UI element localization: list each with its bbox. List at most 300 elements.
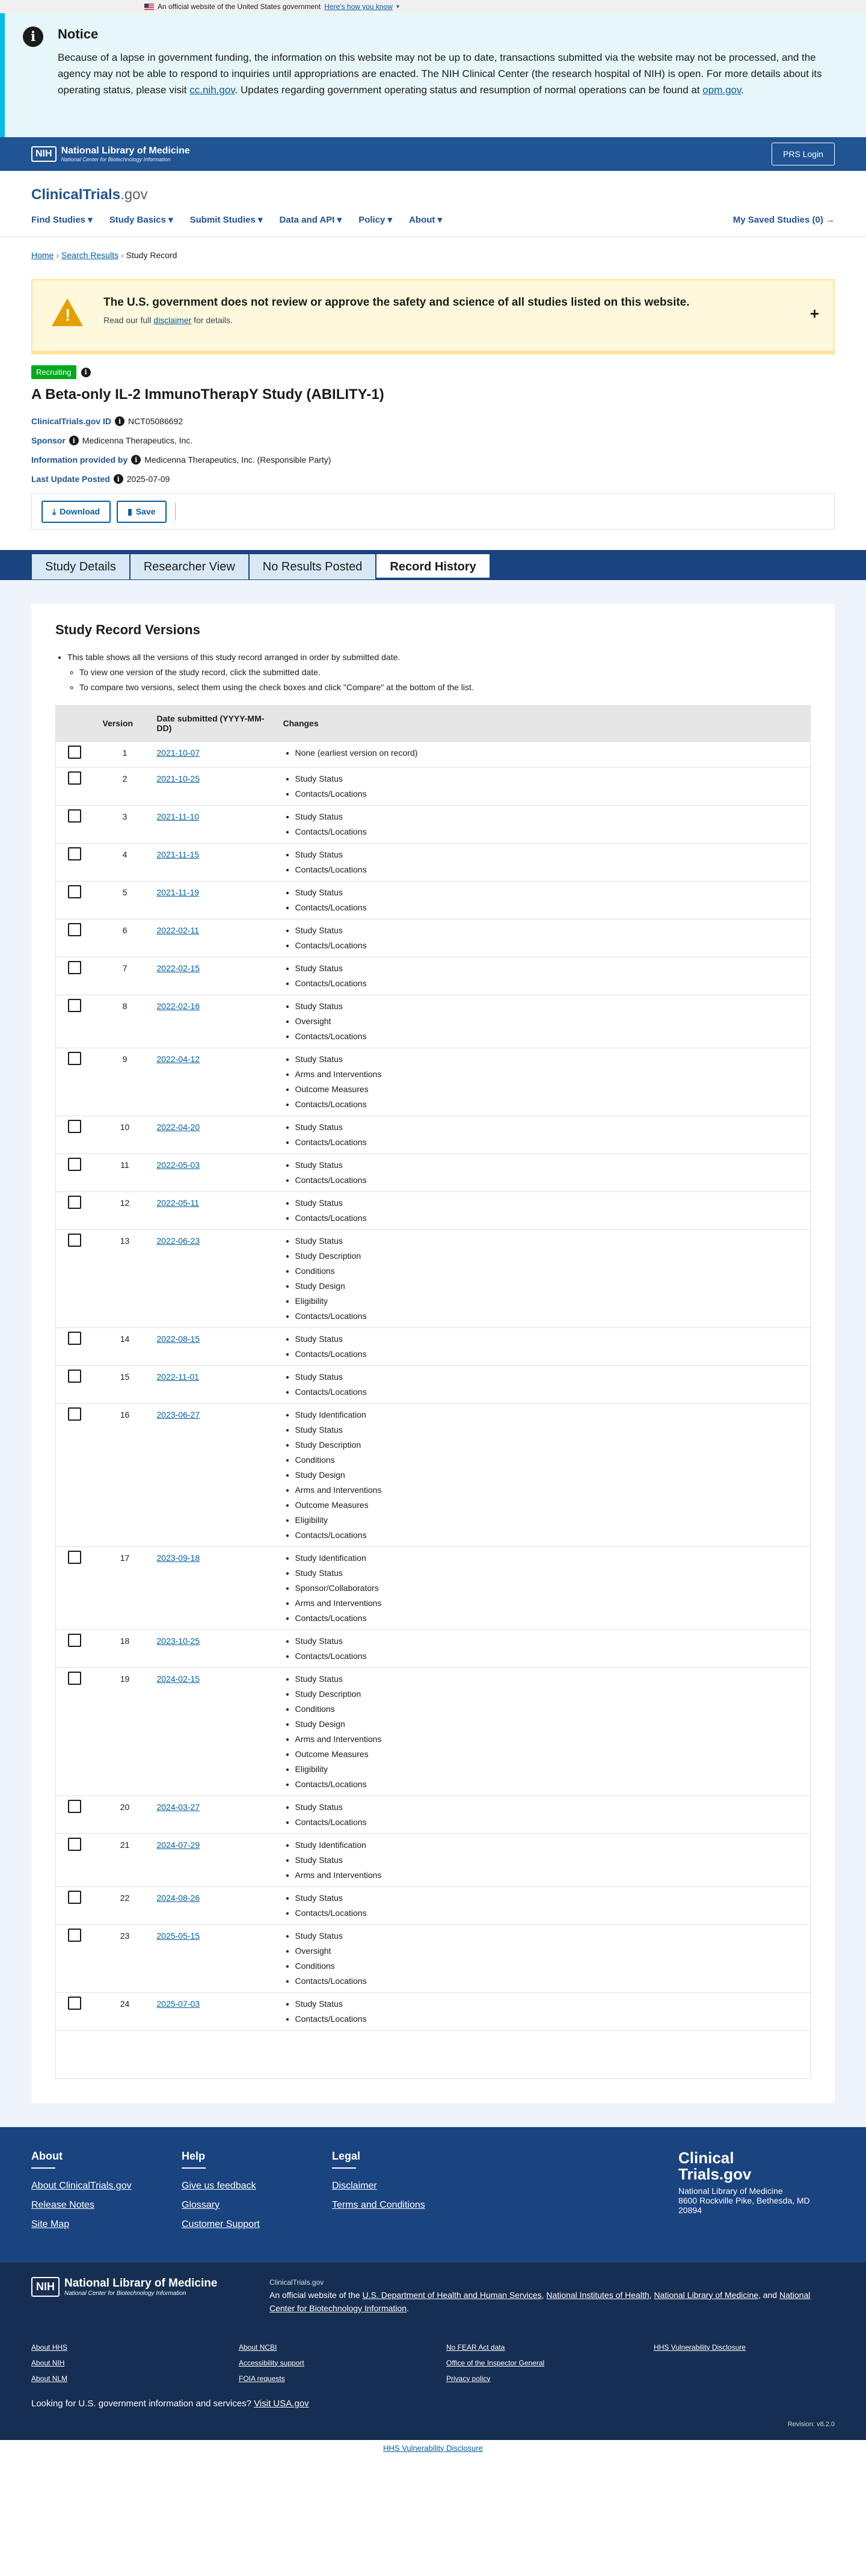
changes-list xyxy=(295,1634,806,1664)
bookmark-icon: ▮ xyxy=(127,506,132,516)
change-item: • Study Status xyxy=(295,1853,806,1868)
table-row xyxy=(56,1229,811,1327)
change-item: • Eligibility xyxy=(295,1762,806,1777)
changes-list xyxy=(295,1929,806,1989)
change-item: • Conditions xyxy=(295,1453,806,1468)
table-row xyxy=(56,957,811,995)
compare-checkbox[interactable] xyxy=(68,999,81,1012)
change-item: • Arms and Interventions xyxy=(295,1732,806,1747)
change-item: • Contacts/Locations xyxy=(295,900,806,915)
warning-icon: ! xyxy=(52,298,83,326)
version-date-link[interactable]: 2022-11-01 xyxy=(156,1371,200,1382)
change-item: • Study Status xyxy=(295,809,806,824)
compare-checkbox[interactable] xyxy=(68,1634,81,1647)
version-date-link[interactable]: 2022-05-11 xyxy=(156,1197,200,1208)
footer-link[interactable]: HHS Vulnerability Disclosure xyxy=(654,2343,746,2352)
table-row xyxy=(56,1992,811,2030)
tab-study-details[interactable]: Study Details xyxy=(31,554,130,580)
study-title: A Beta-only IL-2 ImmunoTherapY Study (ABILITY-1) xyxy=(31,386,384,403)
change-item: • None (earliest version on record) xyxy=(295,746,806,761)
toolbar-divider xyxy=(175,502,176,520)
changes-list xyxy=(295,999,806,1044)
footer-link[interactable]: About NIH xyxy=(31,2358,65,2367)
version-date-link[interactable]: 2022-02-16 xyxy=(156,1001,200,1011)
version-number: 3 xyxy=(98,805,152,843)
version-date-link[interactable]: 2022-06-23 xyxy=(156,1235,200,1246)
version-number: 19 xyxy=(98,1667,152,1796)
table-row xyxy=(56,1629,811,1667)
table-row xyxy=(56,1886,811,1924)
change-item: • Study Status xyxy=(295,847,806,862)
change-item: • Conditions xyxy=(295,1959,806,1974)
version-number: 16 xyxy=(98,1403,152,1546)
change-item: • Study Status xyxy=(295,1929,806,1944)
changes-list xyxy=(295,1891,806,1921)
change-item: • Study Description xyxy=(295,1438,806,1453)
footer-help: Help Give us feedback Glossary Customer Support xyxy=(182,2150,332,2262)
opm-link[interactable]: opm.gov xyxy=(702,84,742,96)
changes-list xyxy=(295,1120,806,1150)
disclaimer-banner[interactable] xyxy=(31,279,835,354)
compare-checkbox[interactable] xyxy=(68,1838,81,1851)
info-icon[interactable]: i xyxy=(131,455,141,465)
disclaimer-title: The U.S. government does not review or approve the safety and science of all studies listed on this website. xyxy=(103,296,690,309)
change-item: • Arms and Interventions xyxy=(295,1596,806,1611)
breadcrumb-home[interactable]: Home xyxy=(31,250,54,260)
info-icon[interactable]: i xyxy=(114,474,123,484)
footer-nlm-logo[interactable]: NIH National Library of Medicine National Center for Biotechnology Information xyxy=(31,2277,257,2315)
version-date-link[interactable]: 2025-05-15 xyxy=(156,1930,200,1941)
compare-checkbox[interactable] xyxy=(68,1929,81,1942)
revision-text: Revision: v8.2.0 xyxy=(787,2420,835,2428)
compare-checkbox[interactable] xyxy=(68,1800,81,1813)
version-number: 20 xyxy=(98,1796,152,1833)
changes-list xyxy=(295,847,806,877)
changes-list xyxy=(295,961,806,991)
table-row xyxy=(56,1667,811,1796)
table-row xyxy=(56,843,811,881)
table-row xyxy=(56,1365,811,1403)
change-item: • Outcome Measures xyxy=(295,1747,806,1762)
change-item: • Arms and Interventions xyxy=(295,1483,806,1498)
status-row xyxy=(0,354,866,379)
cc-nih-link[interactable]: cc.nih.gov xyxy=(189,84,235,96)
tab-no-results-posted[interactable]: No Results Posted xyxy=(249,554,376,580)
change-item: • Contacts/Locations xyxy=(295,1347,806,1362)
compare-checkbox[interactable] xyxy=(68,809,81,823)
change-item: • Study Status xyxy=(295,1800,806,1815)
nav-policy[interactable]: Policy ▾ xyxy=(358,215,393,225)
change-item: • Study Status xyxy=(295,1370,806,1385)
change-item: • Contacts/Locations xyxy=(295,1611,806,1626)
table-row xyxy=(56,1796,811,1833)
version-number: 5 xyxy=(98,881,152,919)
record-versions-card xyxy=(31,604,835,2103)
footer-brand: Clinical Trials.gov National Library of Medicine 8600 Rockville Pike, Bethesda, MD 20894 xyxy=(678,2148,810,2216)
versions-table xyxy=(55,705,811,2079)
version-number: 14 xyxy=(98,1327,152,1365)
chevron-down-icon: ▾ xyxy=(88,215,93,225)
chevron-down-icon: ▾ xyxy=(257,215,263,225)
version-number: 18 xyxy=(98,1629,152,1667)
version-date-link[interactable]: 2021-10-25 xyxy=(156,773,200,783)
nlm-logo[interactable] xyxy=(31,146,190,162)
version-number: 21 xyxy=(98,1833,152,1886)
version-number: 10 xyxy=(98,1116,152,1154)
compare-checkbox[interactable] xyxy=(68,1158,81,1171)
gov-banner-text: An official website of the United States government xyxy=(158,2,321,11)
version-date-link[interactable]: 2023-09-18 xyxy=(156,1552,200,1563)
version-date-link[interactable]: 2024-08-26 xyxy=(156,1892,200,1903)
usa-gov-link[interactable]: Visit USA.gov xyxy=(254,2398,309,2409)
footer-bottom xyxy=(0,2262,866,2440)
disclaimer-link[interactable]: disclaimer xyxy=(153,315,192,325)
compare-checkbox[interactable] xyxy=(68,1407,81,1421)
changes-list xyxy=(295,885,806,915)
nav-submit-studies[interactable]: Submit Studies ▾ xyxy=(189,215,263,225)
change-item: • Contacts/Locations xyxy=(295,1974,806,1989)
changes-list xyxy=(295,1052,806,1112)
version-number: 2 xyxy=(98,767,152,805)
us-flag-icon xyxy=(144,4,154,10)
download-button[interactable]: ⤓ Download xyxy=(41,501,111,523)
version-number: 7 xyxy=(98,957,152,995)
footer-link[interactable]: Terms and Conditions xyxy=(332,2199,425,2210)
provided-by-value: Medicenna Therapeutics, Inc. (Responsible Party) xyxy=(144,455,331,465)
version-date-link[interactable]: 2022-02-15 xyxy=(156,963,200,973)
nih-logo-icon: NIH xyxy=(31,146,57,162)
info-icon: i xyxy=(23,26,43,47)
footer-link[interactable]: About HHS xyxy=(31,2343,68,2352)
table-row xyxy=(56,805,811,843)
version-date-link[interactable]: 2022-04-20 xyxy=(156,1122,200,1132)
info-icon[interactable]: i xyxy=(115,416,124,426)
table-row xyxy=(56,1833,811,1886)
recruiting-status-badge: Recruiting xyxy=(31,365,76,379)
changes-list xyxy=(295,1370,806,1400)
arrow-right-icon: → xyxy=(826,214,835,225)
versions-intro: • This table shows all the versions of this study record arranged in order by submitted date. ◦ To view one version of the study record, click the submitted date. ◦ To compare two versions, select them using the check boxes and click "Compare" at the bottom of the list. xyxy=(67,650,811,696)
change-item: • Sponsor/Collaborators xyxy=(295,1581,806,1596)
changes-list xyxy=(295,1800,806,1830)
change-item: • Study Status xyxy=(295,1422,806,1438)
footer-link[interactable]: Office of the Inspector General xyxy=(446,2358,545,2367)
changes-list xyxy=(295,1196,806,1226)
nav-find-studies[interactable]: Find Studies ▾ xyxy=(31,215,93,225)
footer-link[interactable]: Give us feedback xyxy=(182,2180,256,2191)
change-item: • Oversight xyxy=(295,1944,806,1959)
table-row xyxy=(56,1154,811,1191)
change-item: • Study Status xyxy=(295,961,806,976)
save-button[interactable]: ▮ Save xyxy=(117,501,166,523)
changes-list xyxy=(295,1997,806,2027)
chevron-down-icon: ▾ xyxy=(437,215,443,225)
version-number: 22 xyxy=(98,1886,152,1924)
changes-list xyxy=(295,1332,806,1362)
official-site-text: ClinicalTrials.gov An official website of the U.S. Department of Health and Human Services, National Institutes of Health, National Library of Medicine, and National Center for Biotechnology Information. xyxy=(269,2278,811,2314)
chevron-down-icon: ▾ xyxy=(337,215,342,225)
change-item: • Study Status xyxy=(295,1634,806,1649)
version-date-link[interactable]: 2025-07-03 xyxy=(156,1998,200,2009)
change-item: • Study Status xyxy=(295,923,806,938)
notice-body: Because of a lapse in government funding, the information on this website may not be up to date, transactions submitted via the website may not be processed, and the agency may not be able to respond to inquiries until appropriations are enacted. The NIH Clinical Center (the research hospital of NIH) is open. For more details about its operating status, please visit cc.nih.gov. Updates regarding government operating status and resumption of normal operations can be found at opm.gov. xyxy=(58,52,822,96)
compare-checkbox[interactable] xyxy=(68,1551,81,1564)
footer-link[interactable]: Privacy policy xyxy=(446,2374,491,2383)
table-row xyxy=(56,995,811,1048)
table-row xyxy=(56,1048,811,1116)
compare-checkbox[interactable] xyxy=(68,1997,81,2010)
change-item: • Study Status xyxy=(295,1234,806,1249)
vulnerability-link[interactable]: HHS Vulnerability Disclosure xyxy=(383,2443,483,2453)
nct-id-label: ClinicalTrials.gov ID xyxy=(31,416,112,426)
download-icon: ⤓ xyxy=(52,506,57,516)
ncbi-link[interactable]: National Center for Biotechnology Information xyxy=(269,2290,811,2314)
footer-legal: Legal Disclaimer Terms and Conditions xyxy=(332,2150,482,2262)
compare-checkbox[interactable] xyxy=(68,771,81,785)
footer-link[interactable]: About ClinicalTrials.gov xyxy=(31,2180,132,2191)
change-item: • Contacts/Locations xyxy=(295,824,806,839)
change-item: • Study Description xyxy=(295,1249,806,1264)
action-bar xyxy=(31,493,835,530)
change-item: • Contacts/Locations xyxy=(295,938,806,953)
change-item: • Contacts/Locations xyxy=(295,976,806,991)
footer-link[interactable]: About NCBI xyxy=(239,2343,277,2352)
compare-checkbox[interactable] xyxy=(68,1196,81,1209)
change-item: • Study Identification xyxy=(295,1551,806,1566)
ncbi-subtitle: National Center for Biotechnology Information xyxy=(61,156,171,162)
change-item: • Study Status xyxy=(295,1566,806,1581)
gov-banner xyxy=(0,0,866,13)
chevron-down-icon: ▾ xyxy=(168,215,173,225)
nih-link[interactable]: National Institutes of Health xyxy=(546,2290,650,2300)
changes-list xyxy=(295,1838,806,1883)
version-date-link[interactable]: 2022-08-15 xyxy=(156,1333,200,1344)
sponsor-value: Medicenna Therapeutics, Inc. xyxy=(82,436,193,445)
version-number: 23 xyxy=(98,1924,152,1992)
change-item: • Contacts/Locations xyxy=(295,1649,806,1664)
chevron-down-icon: ▾ xyxy=(396,3,399,10)
versions-heading: Study Record Versions xyxy=(55,622,200,637)
version-number: 9 xyxy=(98,1048,152,1116)
table-row xyxy=(56,767,811,805)
change-item: • Outcome Measures xyxy=(295,1082,806,1097)
breadcrumb-search-results[interactable]: Search Results xyxy=(61,250,118,260)
changes-list xyxy=(295,771,806,802)
change-item: • Contacts/Locations xyxy=(295,1815,806,1830)
nav-data-api[interactable]: Data and API ▾ xyxy=(279,215,342,225)
table-row xyxy=(56,1546,811,1629)
breadcrumb: Home › Search Results › Study Record xyxy=(31,250,177,260)
sponsor-label: Sponsor xyxy=(31,436,66,445)
version-number: 24 xyxy=(98,1992,152,2030)
table-row xyxy=(56,1924,811,1992)
prs-login-button[interactable]: PRS Login xyxy=(772,143,835,165)
version-number: 12 xyxy=(98,1191,152,1229)
compare-checkbox[interactable] xyxy=(68,1120,81,1133)
footer-link[interactable]: Customer Support xyxy=(182,2219,260,2229)
change-item: • Arms and Interventions xyxy=(295,1067,806,1082)
version-date-link[interactable]: 2021-11-10 xyxy=(156,811,200,821)
version-number: 17 xyxy=(98,1546,152,1629)
change-item: • Contacts/Locations xyxy=(295,1173,806,1188)
hhs-link[interactable]: U.S. Department of Health and Human Services xyxy=(362,2290,542,2300)
main-nav xyxy=(31,214,835,225)
site-header xyxy=(0,171,866,237)
change-item: • Study Status xyxy=(295,771,806,786)
col-version: Version xyxy=(98,705,152,741)
study-meta xyxy=(0,403,866,484)
change-item: • Contacts/Locations xyxy=(295,1906,806,1921)
table-row xyxy=(56,1191,811,1229)
compare-checkbox[interactable] xyxy=(68,1672,81,1685)
change-item: • Study Design xyxy=(295,1468,806,1483)
change-item: • Study Design xyxy=(295,1279,806,1294)
changes-list xyxy=(295,923,806,953)
table-row xyxy=(56,1116,811,1154)
version-number: 8 xyxy=(98,995,152,1048)
compare-checkbox[interactable] xyxy=(68,923,81,936)
nlm-link[interactable]: National Library of Medicine xyxy=(654,2290,758,2300)
footer-gov-links xyxy=(31,2343,835,2383)
change-item: • Contacts/Locations xyxy=(295,2012,806,2027)
change-item: • Study Design xyxy=(295,1717,806,1732)
notice-alert xyxy=(0,13,866,137)
tab-record-history[interactable]: Record History xyxy=(376,554,490,580)
change-item: • Oversight xyxy=(295,1014,806,1029)
change-item: • Outcome Measures xyxy=(295,1498,806,1513)
usa-gov-line: Looking for U.S. government information and services? Visit USA.gov xyxy=(31,2398,309,2409)
nih-logo-icon: NIH xyxy=(31,2277,60,2297)
compare-checkbox[interactable] xyxy=(68,961,81,974)
nav-about[interactable]: About ▾ xyxy=(409,215,443,225)
version-number: 15 xyxy=(98,1365,152,1403)
change-item: • Contacts/Locations xyxy=(295,1528,806,1543)
version-number: 11 xyxy=(98,1154,152,1191)
provided-by-label: Information provided by xyxy=(31,455,128,465)
nlm-title: National Library of Medicine xyxy=(61,146,190,156)
compare-footer xyxy=(56,2030,811,2078)
table-row xyxy=(56,741,811,767)
changes-list xyxy=(295,1158,806,1188)
footer-link[interactable]: Site Map xyxy=(31,2219,70,2229)
table-row xyxy=(56,919,811,957)
compare-checkbox[interactable] xyxy=(68,1052,81,1065)
table-row xyxy=(56,1403,811,1546)
col-date-submitted: Date submitted (YYYY-MM-DD) xyxy=(152,705,278,741)
version-date-link[interactable]: 2024-03-27 xyxy=(156,1802,200,1812)
version-number: 1 xyxy=(98,741,152,767)
version-date-link[interactable]: 2023-06-27 xyxy=(156,1409,200,1419)
disclaimer-text: Read our full disclaimer for details. xyxy=(103,315,233,325)
table-row xyxy=(56,881,811,919)
change-item: • Contacts/Locations xyxy=(295,1777,806,1792)
changes-list xyxy=(295,1407,806,1543)
breadcrumb-current: Study Record xyxy=(126,250,177,260)
change-item: • Study Status xyxy=(295,1158,806,1173)
compare-checkbox[interactable] xyxy=(68,1234,81,1247)
col-changes: Changes xyxy=(278,705,811,741)
version-date-link[interactable]: 2022-04-12 xyxy=(156,1054,200,1064)
footer-link[interactable]: FOIA requests xyxy=(239,2374,285,2383)
change-item: • Eligibility xyxy=(295,1294,806,1309)
footer-link[interactable]: About NLM xyxy=(31,2374,68,2383)
compare-checkbox[interactable] xyxy=(68,885,81,898)
expand-plus-icon[interactable]: + xyxy=(809,304,819,323)
footer-link[interactable]: Accessibility support xyxy=(239,2358,304,2367)
version-date-link[interactable]: 2021-10-07 xyxy=(156,747,200,758)
footer-link[interactable]: Glossary xyxy=(182,2199,220,2210)
version-date-link[interactable]: 2021-11-15 xyxy=(156,849,200,859)
change-item: • Arms and Interventions xyxy=(295,1868,806,1883)
how-you-know-link[interactable]: Here's how you know xyxy=(324,2,393,11)
study-tabs xyxy=(0,550,866,580)
site-brand[interactable]: ClinicalTrials.gov xyxy=(31,187,148,203)
compare-checkbox[interactable] xyxy=(68,746,81,759)
change-item: • Study Status xyxy=(295,1120,806,1135)
compare-checkbox[interactable] xyxy=(68,1332,81,1345)
footer-link[interactable]: No FEAR Act data xyxy=(446,2343,505,2352)
change-item: • Contacts/Locations xyxy=(295,1029,806,1044)
footer-link[interactable]: Disclaimer xyxy=(332,2180,377,2191)
change-item: • Conditions xyxy=(295,1702,806,1717)
change-item: • Study Identification xyxy=(295,1838,806,1853)
change-item: • Study Status xyxy=(295,1672,806,1687)
version-date-link[interactable]: 2024-07-29 xyxy=(156,1839,200,1850)
chevron-down-icon: ▾ xyxy=(387,215,393,225)
last-update-value: 2025-07-09 xyxy=(126,474,170,484)
info-icon[interactable]: i xyxy=(69,436,79,445)
change-item: • Study Identification xyxy=(295,1407,806,1422)
version-date-link[interactable]: 2024-02-15 xyxy=(156,1673,200,1684)
change-item: • Study Status xyxy=(295,1997,806,2012)
version-number: 4 xyxy=(98,843,152,881)
change-item: • Contacts/Locations xyxy=(295,786,806,802)
change-item: • Contacts/Locations xyxy=(295,1385,806,1400)
vulnerability-disclosure xyxy=(0,2440,866,2456)
changes-list xyxy=(295,1551,806,1626)
version-date-link[interactable]: 2022-05-03 xyxy=(156,1160,200,1170)
version-date-link[interactable]: 2023-10-25 xyxy=(156,1635,200,1646)
compare-checkbox[interactable] xyxy=(68,1370,81,1383)
version-number: 13 xyxy=(98,1229,152,1327)
change-item: • Conditions xyxy=(295,1264,806,1279)
notice-title: Notice xyxy=(58,26,99,42)
compare-checkbox[interactable] xyxy=(68,847,81,860)
change-item: • Study Status xyxy=(295,999,806,1014)
change-item: • Study Description xyxy=(295,1687,806,1702)
nav-study-basics[interactable]: Study Basics ▾ xyxy=(109,215,173,225)
table-row xyxy=(56,1327,811,1365)
changes-list xyxy=(295,1672,806,1792)
changes-list xyxy=(295,746,806,761)
change-item: • Study Status xyxy=(295,1891,806,1906)
record-history-section xyxy=(0,580,866,2127)
compare-checkbox[interactable] xyxy=(68,1891,81,1904)
version-date-link[interactable]: 2021-11-19 xyxy=(156,887,200,897)
version-date-link[interactable]: 2022-02-11 xyxy=(156,925,200,935)
my-saved-studies-link[interactable]: My Saved Studies (0) → xyxy=(732,214,835,225)
tab-researcher-view[interactable]: Researcher View xyxy=(130,554,249,580)
version-number: 6 xyxy=(98,919,152,957)
nct-id-value: NCT05086692 xyxy=(128,416,183,426)
change-item: • Study Status xyxy=(295,1052,806,1067)
last-update-label: Last Update Posted xyxy=(31,474,110,484)
info-icon[interactable]: i xyxy=(81,368,91,377)
change-item: • Contacts/Locations xyxy=(295,862,806,877)
footer-top xyxy=(0,2127,866,2262)
footer-link[interactable]: Release Notes xyxy=(31,2199,94,2210)
footer-about: About About ClinicalTrials.gov Release Notes Site Map xyxy=(31,2150,182,2262)
